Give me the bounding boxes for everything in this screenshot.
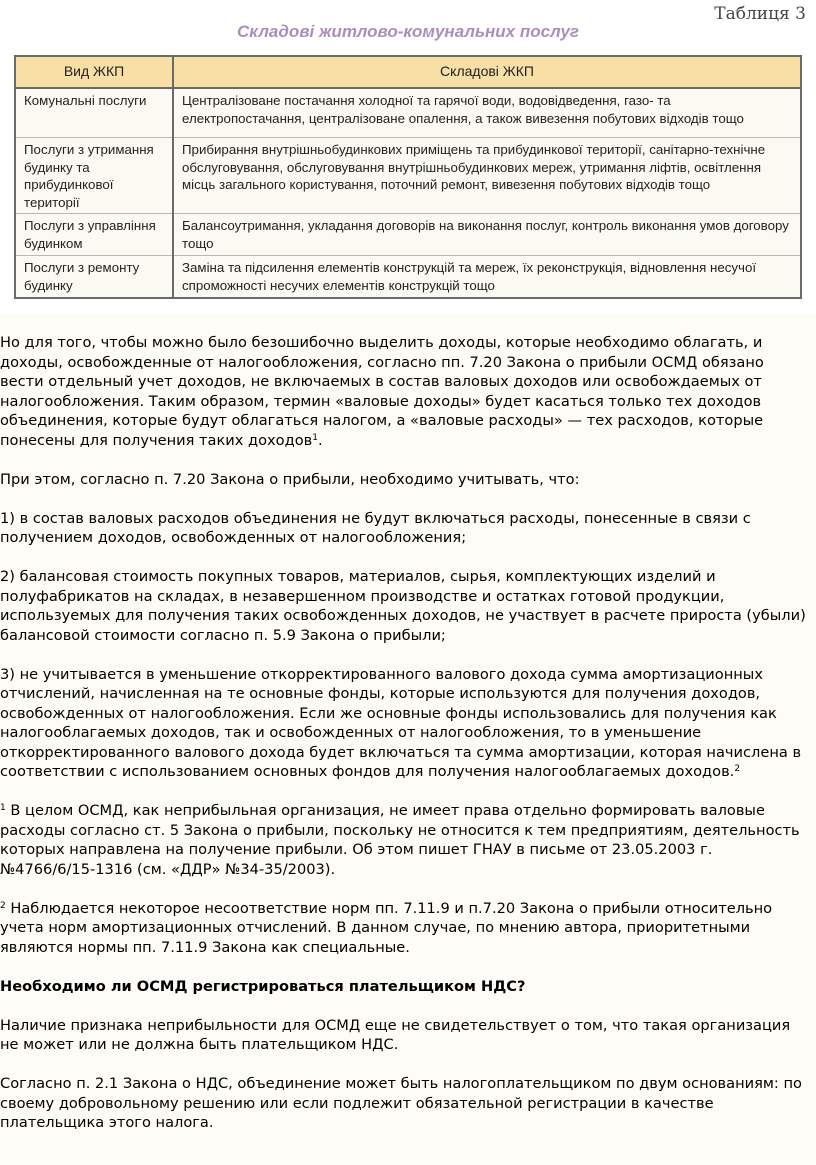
row-kind: Послуги з утримання будинку та прибудинкової території (15, 138, 173, 214)
row-components: Заміна та підсилення елементів конструкцій та мереж, їх реконструкція, відновлення несучої спроможності несучих елементів конструкцій тощо (173, 256, 801, 299)
table-header-row (15, 56, 801, 88)
table-row (15, 138, 801, 214)
paragraph-gross-income (0, 333, 812, 450)
paragraph-vat-2: Согласно п. 2.1 Закона о НДС, объединение может быть налогоплательщиком по двум основаниям: по своему добровольному решению или если подлежит обязательной регистрации в качестве плательщика этого налога. (0, 1075, 802, 1131)
paragraph-end: . (317, 431, 323, 449)
paragraph-vat-1: Наличие признака неприбыльности для ОСМД еще не свидетельствует о том, что такая организация не может или не должна быть плательщиком НДС. (0, 1016, 791, 1053)
row-components: Централізоване постачання холодної та гарячої води, водовідведення, газо- та електропостачання, централізоване опалення, а також вивезення побутових відходів тощо (173, 88, 801, 138)
list-item-2: 2) балансовая стоимость покупных товаров, материалов, сырья, комплектующих изделий и полуфабрикатов на складах, в незавершенном производстве и остатках готовой продукции, используемых для получения таких освобожденных доходов, не участвует в расчете прироста (убыли) балансовой стоимости согласно п. 5.9 Закона о прибыли; (0, 568, 806, 644)
footnote-ref-2[interactable]: 2 (734, 764, 741, 774)
footnote-ref-1[interactable]: 1 (312, 432, 318, 443)
table-number: Таблиця 3 (714, 4, 806, 24)
section-heading: Необходимо ли ОСМД регистрироваться плательщиком НДС? (0, 977, 526, 995)
footnote-marker: 1 (0, 803, 6, 813)
footnote-marker: 2 (0, 900, 6, 911)
row-kind: Комунальні послуги (15, 88, 173, 138)
list-item-1: 1) в состав валовых расходов объединения не будут включаться расходы, понесенные в связи с получением доходов, освобожденных от налогообложения; (0, 509, 751, 546)
zhkp-table (14, 55, 802, 299)
paragraph-intro-list: При этом, согласно п. 7.20 Закона о прибыли, необходимо учитывать, что: (0, 470, 580, 488)
paragraph-text: Но для того, чтобы можно было безошибочно выделить доходы, которые необходимо облагать, и доходы, освобожденные от налогообложения, согласно пп. 7.20 Закона о прибыли ОСМД обязано вести отдельный учет доходов, не включаемых в состав валовых доходов или освобождаемых от налогообложения. Таким образом, термин «валовые доходы» будет касаться только тех доходов объединения, которые будут облагаться налогом, а «валовые расходы» — тех расходов, которые понесены для получения таких доходов (0, 334, 764, 449)
row-components: Балансоутримання, укладання договорів на виконання послуг, контроль виконання умов договору тощо (173, 214, 801, 256)
footnote-text: В целом ОСМД, как неприбыльная организация, не имеет права отдельно формировать валовые расходы согласно ст. 5 Закона о прибыли, поскольку не относится к тем предприятиям, деятельность которых направлена на получение прибыли. Об этом пишет ГНАУ в письме от 23.05.2003 г. №4766/6/15-1316 (см. «ДДР» №34-35/2003). (0, 802, 800, 878)
header-components: Складові ЖКП (173, 56, 801, 88)
article-body (0, 333, 812, 1133)
table-row (15, 88, 801, 138)
table-figure (0, 0, 816, 314)
row-kind: Послуги з управління будинком (15, 214, 173, 256)
footnote-text: Наблюдается некоторое несоответствие норм пп. 7.11.9 и п.7.20 Закона о прибыли относительно учета норм амортизационных отчислений. В данном случае, по мнению автора, приоритетными являются нормы пп. 7.11.9 Закона как специальные. (0, 899, 773, 956)
footnote-1 (0, 801, 812, 879)
paragraph-text: 3) не учитывается в уменьшение откорректированного валового дохода сумма амортизационных отчислений, начисленная на те основные фонды, которые используются для получения доходов, освобожденных от налогообложения. Если же основные фонды использовались для получения как налогооблагаемых доходов, так и освобожденных от налогообложения, то в уменьшение откорректированного валового дохода будет включаться та сумма амортизации, которая начислена в соответствии с использованием основных фондов для получения налогооблагаемых доходов. (0, 665, 802, 780)
table-row (15, 214, 801, 256)
list-item-3 (0, 665, 812, 782)
row-kind: Послуги з ремонту будинку (15, 256, 173, 299)
table-title: Складові житлово-комунальних послуг (237, 22, 579, 41)
row-components: Прибирання внутрішньобудинкових приміщень та прибудинкової території, санітарно-технічне обслуговування, обслуговування внутрішньобудинкових мереж, утримання ліфтів, освітлення місць загального користування, поточний ремонт, вивезення побутових відходів тощо (173, 138, 801, 214)
table-row (15, 256, 801, 299)
header-kind: Вид ЖКП (15, 56, 173, 88)
footnote-2 (0, 899, 812, 958)
